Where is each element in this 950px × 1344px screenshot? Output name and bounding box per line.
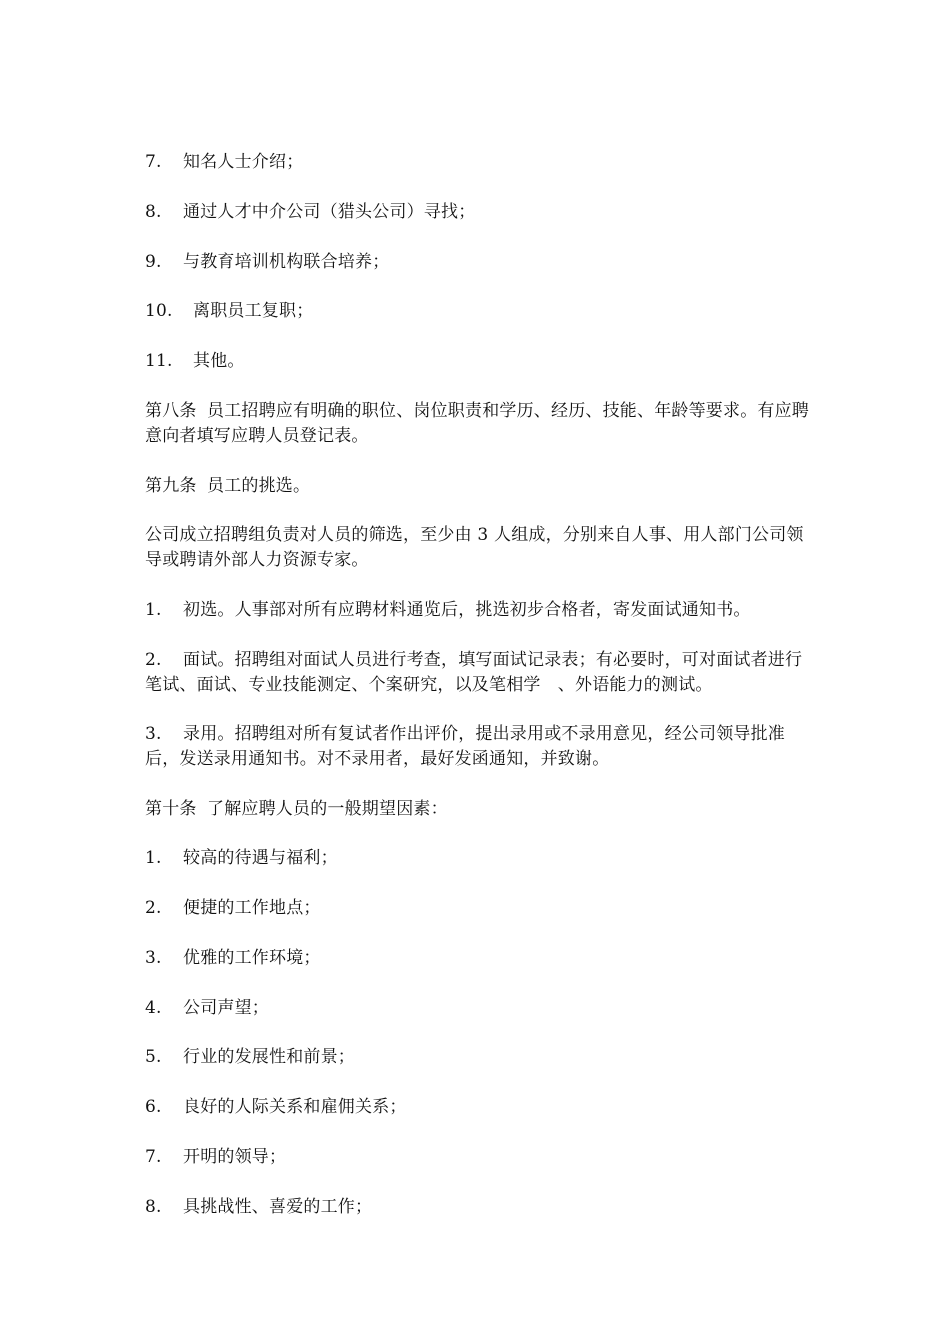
list-text: 与教育培训机构联合培养； [183, 252, 390, 272]
list-item [145, 1145, 810, 1170]
list-number: 1. [145, 848, 162, 868]
list-number: 7. [145, 152, 162, 172]
list-text: 良好的人际关系和雇佣关系； [183, 1097, 407, 1117]
list-number: 3. [145, 948, 162, 968]
list-number: 4. [145, 998, 162, 1018]
list-text: 行业的发展性和前景； [183, 1047, 355, 1067]
article-label: 第十条 [145, 799, 197, 819]
list-item [145, 150, 810, 175]
list-number: 5. [145, 1047, 162, 1067]
article-label: 第九条 [145, 476, 197, 496]
list-number: 10. [145, 301, 173, 321]
article-9-intro: 公司成立招聘组负责对人员的筛选，至少由 3 人组成，分别来自人事、用人部门公司领导或聘请外部人力资源专家。 [145, 525, 804, 570]
article-9 [145, 474, 810, 499]
list-text: 优雅的工作环境； [183, 948, 321, 968]
list-number: 7. [145, 1147, 162, 1167]
list-text: 通过人才中介公司（猎头公司）寻找； [183, 202, 476, 222]
list-number: 6. [145, 1097, 162, 1117]
article-8 [145, 399, 810, 449]
list-text: 具挑战性、喜爱的工作； [183, 1197, 373, 1217]
article-label: 第八条 [145, 401, 197, 421]
list-number: 3. [145, 724, 162, 744]
list-item [145, 598, 810, 623]
list-item [145, 299, 810, 324]
list-item [145, 200, 810, 225]
list-item [145, 896, 810, 921]
list-item [145, 349, 810, 374]
list-text: 知名人士介绍； [183, 152, 304, 172]
list-item [145, 648, 810, 698]
list-item [145, 1045, 810, 1070]
list-item [145, 722, 810, 772]
article-text: 了解应聘人员的一般期望因素： [207, 799, 448, 819]
article-text: 员工的挑选。 [207, 476, 311, 496]
list-number: 11. [145, 351, 173, 371]
list-item [145, 1095, 810, 1120]
list-text: 其他。 [193, 351, 245, 371]
list-text: 便捷的工作地点； [183, 898, 321, 918]
list-text: 面试。招聘组对面试人员进行考查，填写面试记录表；有必要时，可对面试者进行笔试、面试、专业技能测定、个案研究，以及笔相学 、外语能力的测试。 [145, 650, 803, 695]
article-text: 员工招聘应有明确的职位、岗位职责和学历、经历、技能、年龄等要求。有应聘意向者填写应聘人员登记表。 [145, 401, 809, 446]
list-text: 开明的领导； [183, 1147, 287, 1167]
list-number: 9. [145, 252, 162, 272]
list-number: 2. [145, 898, 162, 918]
list-number: 8. [145, 202, 162, 222]
list-text: 公司声望； [183, 998, 269, 1018]
list-number: 2. [145, 650, 162, 670]
list-item [145, 1195, 810, 1220]
list-item [145, 846, 810, 871]
list-number: 8. [145, 1197, 162, 1217]
list-item [145, 946, 810, 971]
list-number: 1. [145, 600, 162, 620]
list-item [145, 250, 810, 275]
list-text: 较高的待遇与福利； [183, 848, 338, 868]
list-text: 录用。招聘组对所有复试者作出评价，提出录用或不录用意见，经公司领导批准后，发送录用通知书。对不录用者，最好发函通知，并致谢。 [145, 724, 785, 769]
article-10 [145, 797, 810, 822]
list-item [145, 996, 810, 1021]
list-text: 初选。人事部对所有应聘材料通览后，挑选初步合格者，寄发面试通知书。 [183, 600, 751, 620]
list-text: 离职员工复职； [193, 301, 314, 321]
